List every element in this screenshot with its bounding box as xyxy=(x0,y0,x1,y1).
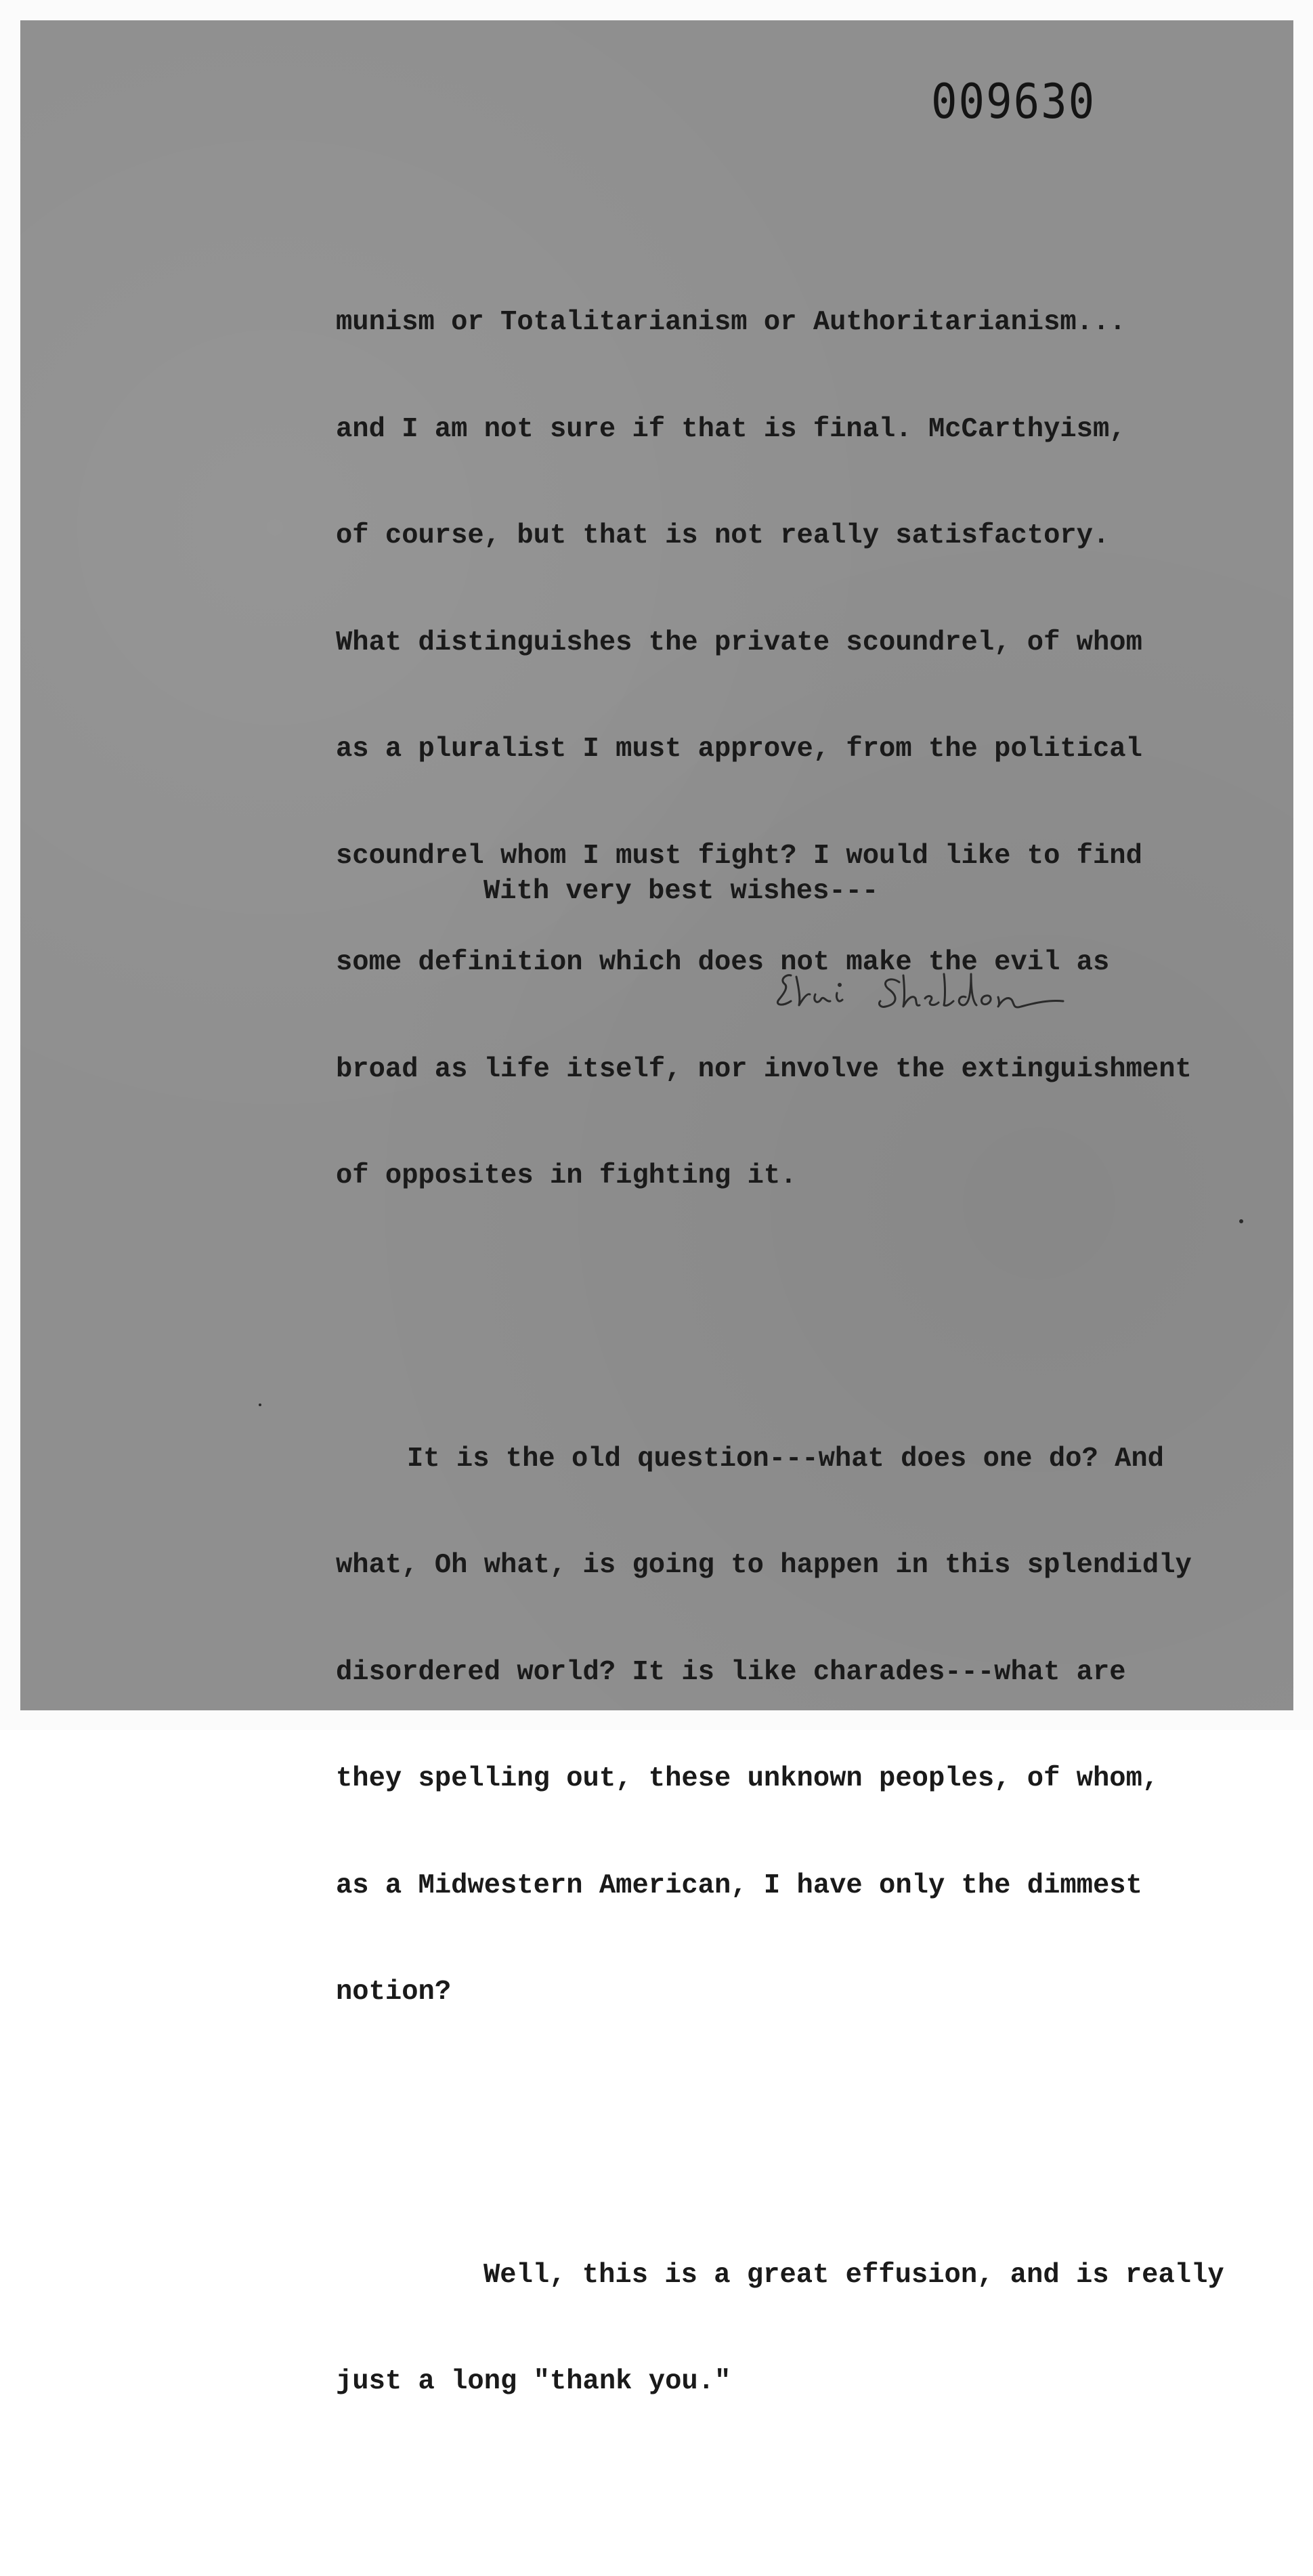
text-line: notion? xyxy=(336,1977,452,2008)
letter-sheet xyxy=(20,20,1293,2397)
paragraph-1 xyxy=(336,234,1270,1265)
text-line: of course, but that is not really satisfactory. xyxy=(336,520,1110,551)
text-line: what, Oh what, is going to happen in this splendidly xyxy=(336,1550,1192,1581)
paper-speck xyxy=(259,1403,261,1406)
closing-line: With very best wishes--- xyxy=(483,876,879,907)
text-line: broad as life itself, nor involve the extinguishment xyxy=(336,1053,1192,1085)
text-line: What distinguishes the private scoundrel, of whom xyxy=(336,627,1142,658)
text-line: scoundrel whom I must fight? I would like to find xyxy=(336,840,1142,872)
text-line: of opposites in fighting it. xyxy=(336,1160,797,1191)
paper-speck xyxy=(1239,1219,1243,1223)
text-line: just a long "thank you." xyxy=(336,2366,731,2397)
handwritten-signature xyxy=(765,962,1083,1036)
text-line: as a Midwestern American, I have only the dimmest xyxy=(336,1870,1142,1901)
text-line: and I am not sure if that is final. McCarthyism, xyxy=(336,413,1126,445)
text-line: as a pluralist I must approve, from the political xyxy=(336,734,1142,765)
text-line: It is the old question---what does one do? And xyxy=(407,1443,1164,1475)
paragraph-3 xyxy=(336,2187,1270,2471)
document-number: 009630 xyxy=(931,75,1096,130)
text-line: munism or Totalitarianism or Authoritarianism... xyxy=(336,307,1126,338)
letter-body xyxy=(336,163,1270,2576)
text-line: they spelling out, these unknown peoples, of whom, xyxy=(336,1763,1159,1794)
text-line: disordered world? It is like charades---what are xyxy=(336,1656,1126,1688)
text-line: some definition which does not make the evil as xyxy=(336,947,1110,978)
text-line: Well, this is a great effusion, and is really xyxy=(483,2259,1224,2291)
paragraph-2 xyxy=(336,1370,1270,2082)
